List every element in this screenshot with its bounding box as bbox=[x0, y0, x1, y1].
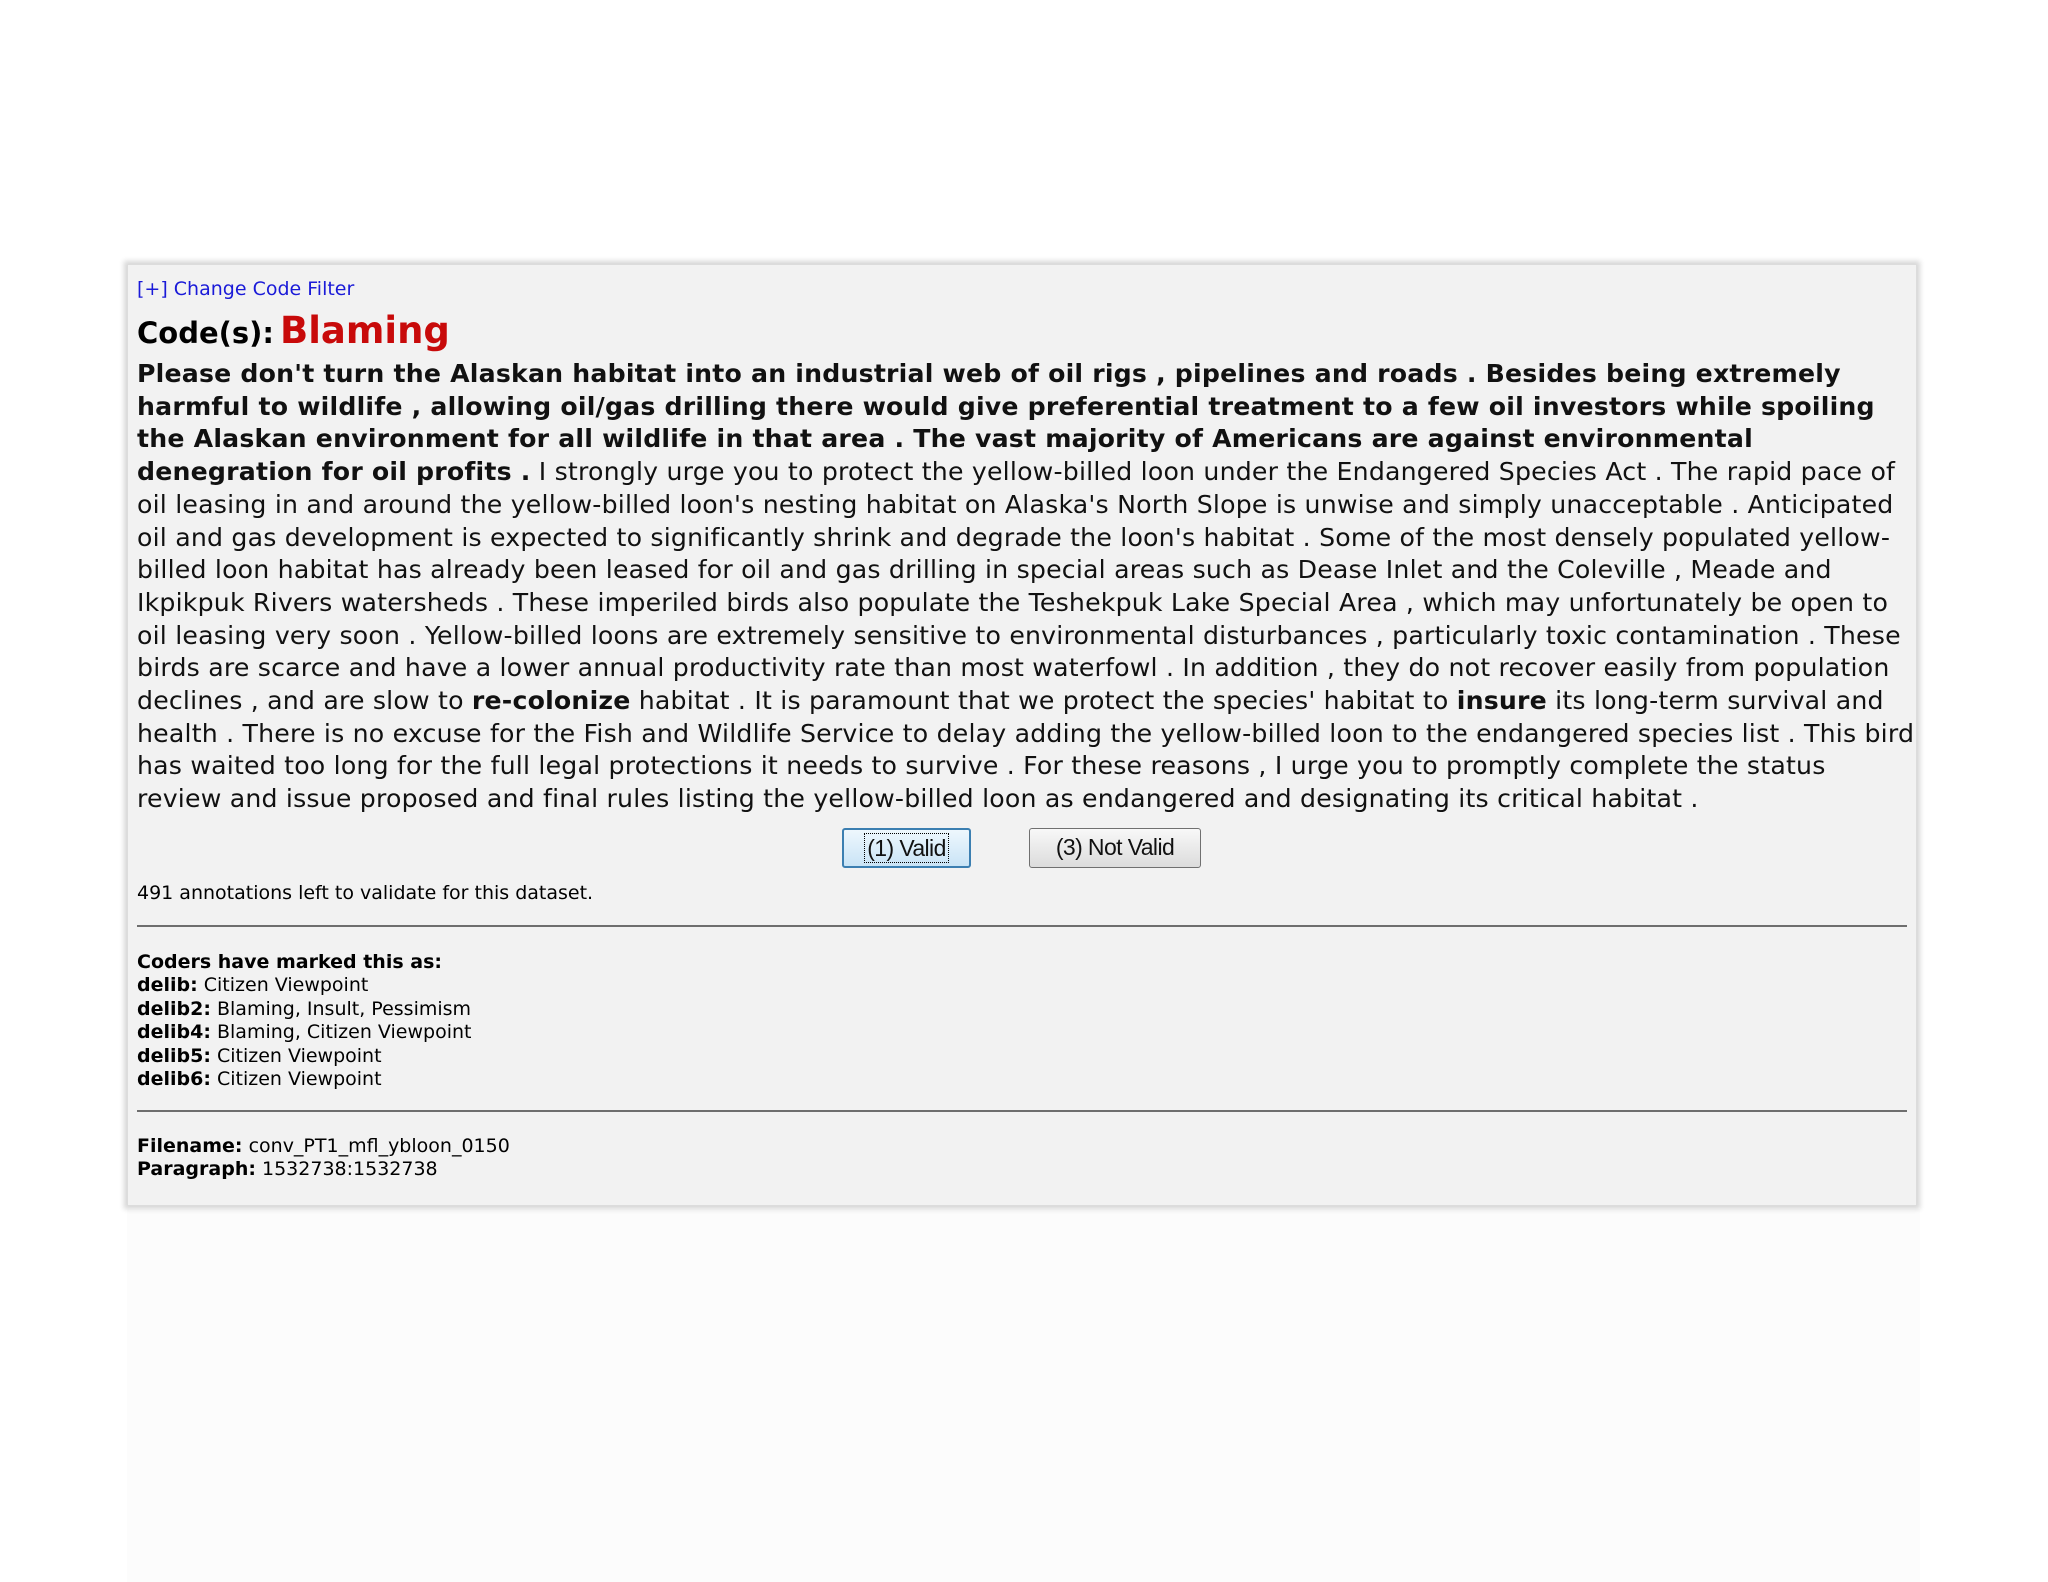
file-info bbox=[137, 1135, 1906, 1182]
coder-codes: Citizen Viewpoint bbox=[216, 1068, 382, 1091]
valid-button-label: (1) Valid bbox=[864, 833, 949, 863]
remaining-count-text: 491 annotations left to validate for this dataset. bbox=[137, 881, 594, 904]
highlighted-word: re-colonize bbox=[471, 686, 631, 716]
coder-name: delib: bbox=[137, 974, 198, 997]
valid-button[interactable] bbox=[842, 828, 971, 868]
coder-codes: Blaming, Insult, Pessimism bbox=[216, 997, 472, 1020]
codes-header bbox=[137, 309, 1906, 353]
coder-codes: Blaming, Citizen Viewpoint bbox=[216, 1021, 472, 1044]
comment-segment: habitat . It is paramount that we protect the species' habitat to bbox=[630, 686, 1457, 716]
coder-row bbox=[137, 1045, 1906, 1069]
filename-row bbox=[137, 1135, 1906, 1159]
divider bbox=[137, 1110, 1907, 1112]
filename-value: conv_PT1_mfl_ybloon_0150 bbox=[248, 1134, 510, 1157]
filename-label: Filename: bbox=[137, 1134, 243, 1157]
coder-row bbox=[137, 974, 1906, 998]
coder-name: delib6: bbox=[137, 1068, 211, 1091]
annotation-panel bbox=[127, 264, 1917, 1206]
coder-name: delib5: bbox=[137, 1044, 211, 1067]
highlighted-word: insure bbox=[1456, 686, 1547, 716]
coder-codes: Citizen Viewpoint bbox=[203, 974, 369, 997]
divider bbox=[137, 925, 1907, 927]
code-value: Blaming bbox=[280, 309, 450, 352]
coder-row bbox=[137, 998, 1906, 1022]
coder-codes: Citizen Viewpoint bbox=[216, 1044, 382, 1067]
not-valid-button[interactable]: (3) Not Valid bbox=[1029, 828, 1201, 868]
change-code-filter-link[interactable]: [+] Change Code Filter bbox=[137, 278, 355, 300]
coder-row bbox=[137, 1021, 1906, 1045]
comment-segment: I strongly urge you to protect the yellow-billed loon under the Endangered Species Act . The rapid pace of oil leasing in and around the yellow-billed loon's nesting habitat on Alaska's North Slope is unwise and simply unacceptable . Anticipated oil and gas development is expected to significantly shrink and degrade the loon's habitat . Some of the most densely populated yellow-billed loon habitat has already been leased for oil and gas drilling in special areas such as Dease Inlet and the Coleville , Meade and Ikpikpuk Rivers watersheds . These imperiled birds also populate the Teshekpuk Lake Special Area , which may unfortunately be open to oil leasing very soon . Yellow-billed loons are extremely sensitive to environmental disturbances , particularly toxic contamination . These birds are scarce and have a lower annual productivity rate than most waterfowl . In addition , they do not recover easily from population declines , and are slow to bbox=[137, 457, 1901, 716]
highlighted-passage: Please don't turn the Alaskan habitat into an industrial web of oil rigs , pipelines and roads . Besides being extremely harmful to wildlife , allowing oil/gas drilling there would give preferential treatment to a few oil investors while spoiling the Alaskan environment for all wildlife in that area . The vast majority of Americans are against environmental denegration for oil profits . bbox=[137, 359, 1875, 487]
paragraph-label: Paragraph: bbox=[137, 1158, 256, 1181]
coder-name: delib4: bbox=[137, 1021, 211, 1044]
comment-segment: its long-term survival and health . There is no excuse for the Fish and Wildlife Service to delay adding the yellow-billed loon to the endangered species list . This bird has waited too long for the full legal protections it needs to survive . For these reasons , I urge you to promptly complete the status review and issue proposed and final rules listing the yellow-billed loon as endangered and designating its critical habitat . bbox=[137, 686, 1915, 814]
coder-row bbox=[137, 1068, 1906, 1092]
coder-name: delib2: bbox=[137, 997, 211, 1020]
codes-label: Code(s): bbox=[137, 316, 274, 350]
paragraph-row bbox=[137, 1158, 1906, 1182]
page-background bbox=[127, 1209, 1920, 1582]
paragraph-value: 1532738:1532738 bbox=[262, 1158, 438, 1181]
validation-buttons bbox=[137, 828, 1906, 870]
coders-heading: Coders have marked this as: bbox=[137, 950, 443, 973]
comment-text bbox=[137, 358, 1917, 816]
coders-section bbox=[137, 951, 1906, 1092]
